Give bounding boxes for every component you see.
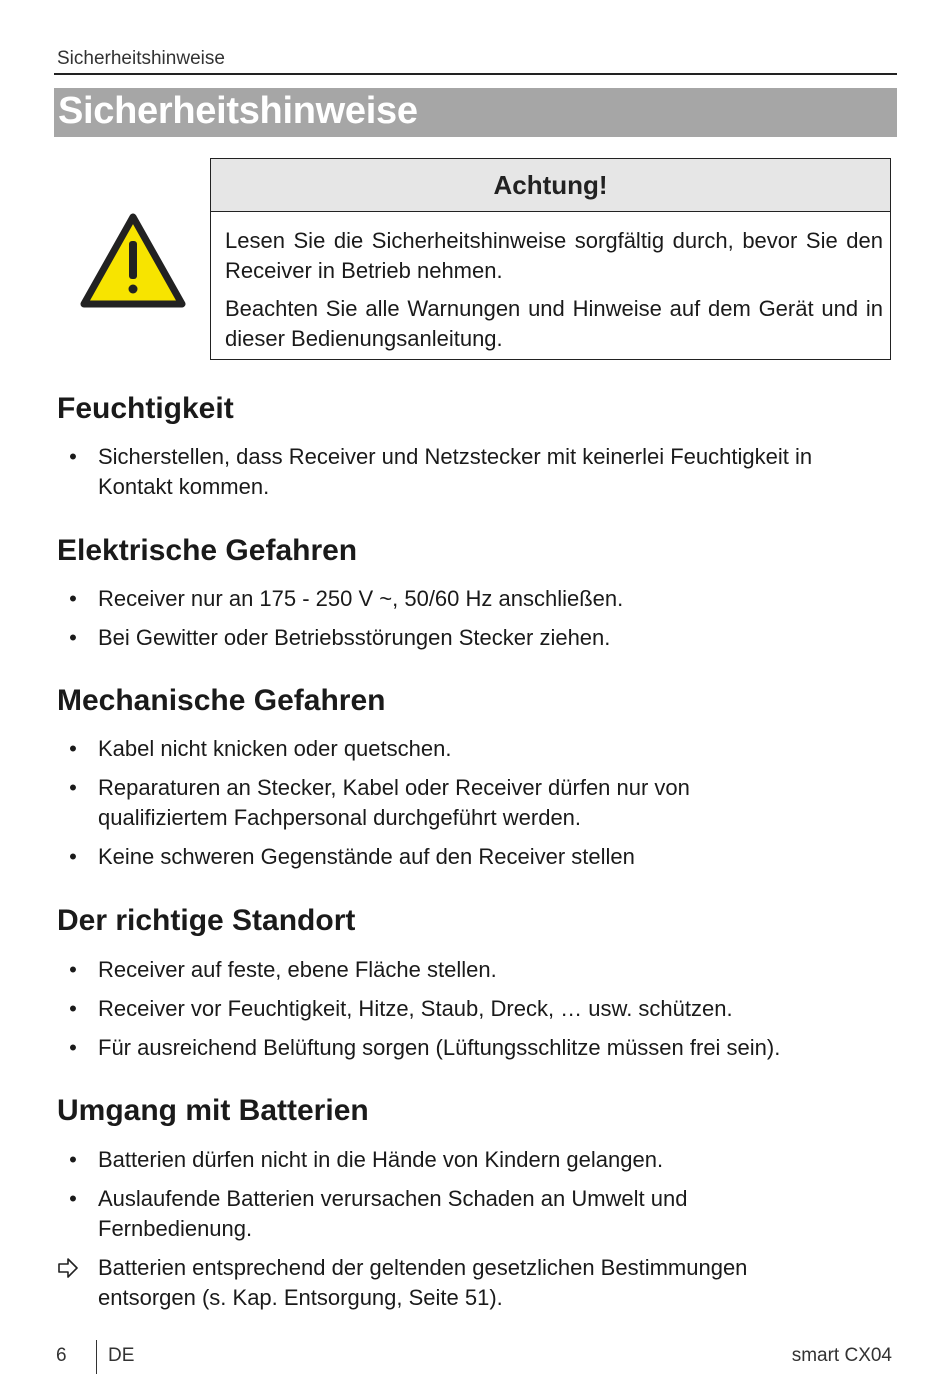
list-item — [57, 734, 887, 764]
footer-language: DE — [108, 1345, 135, 1366]
bullet-list-mechanische-gefahren — [57, 734, 887, 881]
footer-model: smart CX04 — [791, 1345, 892, 1366]
header-rule — [54, 73, 897, 75]
warning-paragraph: Beachten Sie alle Warnungen und Hinweise auf dem Gerät und in dieser Bedienungsanleitung. — [225, 296, 883, 351]
list-item-text: Für ausreichend Belüftung sorgen (Lüftungsschlitze müssen frei sein). — [98, 1035, 781, 1060]
list-item-text: Receiver vor Feuchtigkeit, Hitze, Staub, Dreck, … usw. schützen. — [98, 996, 733, 1021]
list-item-text: Bei Gewitter oder Betriebsstörungen Stecker ziehen. — [98, 625, 611, 650]
list-item — [57, 994, 887, 1024]
section-heading-feuchtigkeit: Feuchtigkeit — [57, 392, 234, 425]
list-item — [57, 1184, 887, 1244]
list-item — [57, 1145, 887, 1175]
list-item-text: Kabel nicht knicken oder quetschen. — [98, 736, 452, 761]
bullet-list-standort — [57, 955, 887, 1072]
footer-separator — [96, 1340, 97, 1374]
list-item-text: Receiver nur an 175 - 250 V ~, 50/60 Hz anschließen. — [98, 586, 624, 611]
hollow-arrow-icon — [57, 1253, 81, 1291]
list-item — [57, 584, 887, 614]
action-item-text: Batterien entsprechend der geltenden gesetzlichen Bestimmungen entsorgen (s. Kap. Entsorgung, Seite 51). — [98, 1255, 748, 1310]
bullet-icon: • — [69, 444, 77, 469]
bullet-icon: • — [69, 625, 77, 650]
bullet-icon: • — [69, 1147, 77, 1172]
bullet-icon: • — [69, 736, 77, 761]
list-item-text: Keine schweren Gegenstände auf den Receiver stellen — [98, 844, 635, 869]
warning-paragraph: Lesen Sie die Sicherheitshinweise sorgfältig durch, bevor Sie den Receiver in Betrieb nehmen. — [225, 228, 883, 283]
section-heading-standort: Der richtige Standort — [57, 904, 356, 937]
page-title: Sicherheitshinweise — [58, 90, 418, 132]
bullet-list-elektrische-gefahren — [57, 584, 887, 662]
bullet-list-feuchtigkeit — [57, 442, 887, 511]
list-item-text: Receiver auf feste, ebene Fläche stellen. — [98, 957, 497, 982]
warning-body — [211, 212, 890, 354]
section-heading-mechanische-gefahren: Mechanische Gefahren — [57, 684, 386, 717]
bullet-icon: • — [69, 775, 77, 800]
bullet-icon: • — [69, 1186, 77, 1211]
list-item-text: Sicherstellen, dass Receiver und Netzstecker mit keinerlei Feuchtigkeit in Kontakt kommen. — [98, 444, 813, 499]
warning-box — [210, 158, 891, 360]
running-head: Sicherheitshinweise — [57, 48, 225, 69]
footer-page-number: 6 — [56, 1345, 67, 1366]
bullet-icon: • — [69, 996, 77, 1021]
list-item-text: Auslaufende Batterien verursachen Schaden an Umwelt und Fernbedienung. — [98, 1186, 688, 1241]
warning-heading: Achtung! — [211, 159, 890, 212]
bullet-icon: • — [69, 586, 77, 611]
list-item — [57, 773, 887, 833]
bullet-icon: • — [69, 844, 77, 869]
section-heading-elektrische-gefahren: Elektrische Gefahren — [57, 534, 358, 567]
section-heading-batterien: Umgang mit Batterien — [57, 1094, 369, 1127]
list-item-text: Batterien dürfen nicht in die Hände von Kindern gelangen. — [98, 1147, 664, 1172]
bullet-list-batterien — [57, 1145, 887, 1322]
list-item-text: Reparaturen an Stecker, Kabel oder Receiver dürfen nur von qualifiziertem Fachpersonal durchgeführt werden. — [98, 775, 690, 830]
warning-triangle-icon — [78, 211, 188, 311]
list-item — [57, 955, 887, 985]
bullet-icon: • — [69, 957, 77, 982]
list-item — [57, 442, 887, 502]
bullet-icon: • — [69, 1035, 77, 1060]
title-bar — [54, 88, 897, 137]
action-item — [57, 1253, 887, 1313]
list-item — [57, 623, 887, 653]
list-item — [57, 1033, 887, 1063]
list-item — [57, 842, 887, 872]
